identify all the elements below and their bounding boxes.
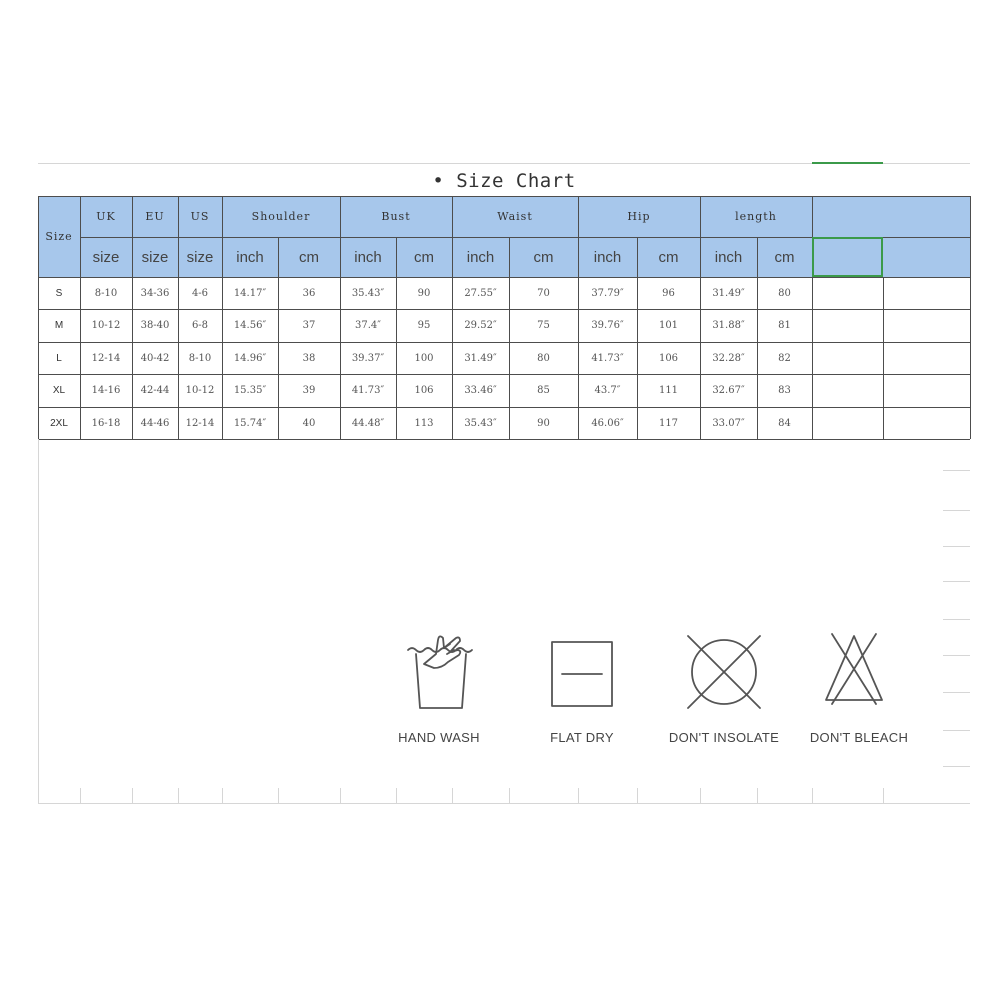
do-not-bleach-icon [822, 630, 886, 708]
selected-cell[interactable] [812, 237, 883, 277]
table-cell: 12-14 [91, 352, 121, 364]
row-size-label: XL [52, 385, 66, 396]
chart-title: • Size Chart [432, 170, 576, 192]
table-cell: 10-12 [91, 320, 121, 331]
table-cell: 39.76″ [591, 320, 624, 331]
table-cell: 40-42 [140, 352, 170, 364]
table-cell: 39.37″ [351, 352, 385, 364]
table-cell: 42-44 [140, 385, 170, 396]
table-cell: 14.17″ [233, 287, 267, 299]
table-cell: 106 [658, 352, 679, 364]
header-group-bust: Bust [381, 210, 411, 223]
table-cell: 34-36 [140, 287, 170, 299]
sheet-column-tick [132, 788, 133, 803]
table-cell: 38 [302, 352, 316, 364]
table-cell: 14.56″ [233, 320, 267, 331]
table-cell: 37.4″ [354, 320, 381, 331]
header-unit: size [141, 248, 169, 266]
table-right-border [970, 196, 971, 439]
header-unit: inch [714, 248, 743, 266]
sheet-column-tick [222, 788, 223, 803]
sheet-bottom-line [38, 803, 970, 804]
header-unit: inch [466, 248, 495, 266]
sheet-row-tick [943, 510, 970, 511]
sheet-column-tick [340, 788, 341, 803]
sheet-column-tick [278, 788, 279, 803]
header-unit: cm [414, 248, 434, 266]
table-cell: 41.73″ [351, 385, 385, 396]
table-cell: 82 [778, 352, 791, 364]
table-cell: 38-40 [140, 320, 170, 331]
sheet-column-tick [578, 788, 579, 803]
sheet-row-tick [943, 581, 970, 582]
header-group-waist: Waist [497, 210, 533, 223]
table-cell: 113 [414, 417, 434, 429]
table-cell: 80 [778, 287, 791, 299]
table-cell: 37.79″ [591, 287, 624, 299]
header-group-length: length [735, 210, 777, 223]
sheet-left-line [38, 439, 39, 803]
care-label-do-not-tumble-dry: DON'T INSOLATE [668, 730, 780, 745]
column-line [637, 237, 638, 439]
table-cell: 8-10 [94, 287, 118, 299]
table-cell: 85 [537, 385, 550, 396]
header-unit: cm [658, 248, 679, 266]
sheet-column-tick [80, 788, 81, 803]
table-cell: 6-8 [191, 320, 209, 331]
hand-wash-icon [402, 630, 478, 712]
column-line [80, 196, 81, 439]
care-label-do-not-bleach: DON'T BLEACH [809, 730, 909, 745]
table-cell: 31.49″ [464, 352, 497, 364]
header-unit: inch [354, 248, 382, 266]
column-line [278, 237, 279, 439]
row-size-label: 2XL [50, 417, 68, 429]
table-cell: 44.48″ [351, 417, 385, 429]
table-cell: 10-12 [185, 385, 215, 396]
table-cell: 31.88″ [712, 320, 745, 331]
table-cell: 96 [662, 287, 675, 299]
table-cell: 15.74″ [233, 417, 267, 429]
table-cell: 27.55″ [464, 287, 497, 299]
sheet-column-tick [812, 788, 813, 803]
care-label-flat-dry: FLAT DRY [550, 730, 614, 745]
row-size-label: S [55, 287, 63, 299]
header-group-shoulder: Shoulder [251, 210, 311, 223]
column-line [132, 196, 133, 439]
table-left-border [38, 196, 39, 439]
table-cell: 80 [537, 352, 550, 364]
header-size: Size [45, 230, 73, 243]
table-cell: 70 [537, 287, 550, 299]
table-cell: 37 [302, 320, 316, 331]
header-unit: size [186, 248, 214, 266]
care-label-hand-wash: HAND WASH [398, 730, 480, 745]
sheet-row-tick [943, 655, 970, 656]
row-size-label: M [54, 320, 64, 331]
table-cell: 35.43″ [464, 417, 497, 429]
sheet-row-tick [943, 730, 970, 731]
header-unit: size [92, 248, 120, 266]
table-cell: 90 [537, 417, 550, 429]
do-not-tumble-dry-icon [684, 632, 764, 712]
table-cell: 12-14 [185, 417, 215, 429]
column-line [812, 196, 813, 439]
sheet-row-tick [943, 546, 970, 547]
header-group-us: US [190, 210, 210, 223]
column-line [396, 237, 397, 439]
sheet-column-tick [396, 788, 397, 803]
table-cell: 4-6 [191, 287, 209, 299]
table-cell: 106 [414, 385, 434, 396]
sheet-row-tick [943, 619, 970, 620]
column-line [452, 196, 453, 439]
table-cell: 35.43″ [351, 287, 385, 299]
table-cell: 32.67″ [712, 385, 745, 396]
table-cell: 31.49″ [712, 287, 745, 299]
column-line [178, 196, 179, 439]
sheet-column-tick [452, 788, 453, 803]
sheet-column-tick [700, 788, 701, 803]
column-line [340, 196, 341, 439]
table-cell: 43.7″ [594, 385, 621, 396]
table-cell: 15.35″ [233, 385, 267, 396]
table-cell: 44-46 [140, 417, 170, 429]
table-cell: 75 [537, 320, 550, 331]
table-cell: 117 [658, 417, 679, 429]
table-cell: 111 [658, 385, 679, 396]
header-group-eu: EU [145, 210, 165, 223]
table-cell: 8-10 [188, 352, 212, 364]
column-line [883, 277, 884, 439]
sheet-column-tick [509, 788, 510, 803]
table-cell: 40 [302, 417, 316, 429]
table-cell: 46.06″ [591, 417, 624, 429]
header-unit: inch [593, 248, 622, 266]
table-cell: 14.96″ [233, 352, 267, 364]
table-cell: 41.73″ [591, 352, 624, 364]
table-cell: 84 [778, 417, 791, 429]
column-line [700, 196, 701, 439]
column-line [509, 237, 510, 439]
header-unit: cm [299, 248, 319, 266]
header-unit: inch [236, 248, 264, 266]
table-cell: 95 [417, 320, 431, 331]
table-cell: 33.46″ [464, 385, 497, 396]
table-cell: 29.52″ [464, 320, 497, 331]
table-cell: 100 [414, 352, 434, 364]
sheet-column-tick [883, 788, 884, 803]
column-line [578, 196, 579, 439]
header-unit: cm [774, 248, 795, 266]
column-line [222, 196, 223, 439]
top-selection-mark [812, 162, 883, 164]
table-cell: 39 [302, 385, 316, 396]
table-cell: 81 [778, 320, 791, 331]
table-cell: 33.07″ [712, 417, 745, 429]
sheet-column-tick [757, 788, 758, 803]
table-cell: 83 [778, 385, 791, 396]
header-group-uk: UK [96, 210, 116, 223]
flat-dry-icon [550, 640, 614, 710]
table-cell: 16-18 [91, 417, 121, 429]
header-unit: cm [533, 248, 554, 266]
table-cell: 14-16 [91, 385, 121, 396]
table-cell: 101 [658, 320, 679, 331]
sheet-row-tick [943, 692, 970, 693]
row-line [38, 439, 970, 440]
header-group-hip: Hip [627, 210, 651, 223]
table-cell: 36 [302, 287, 316, 299]
sheet-column-tick [637, 788, 638, 803]
table-cell: 90 [417, 287, 431, 299]
sheet-row-tick [943, 766, 970, 767]
column-line [757, 237, 758, 439]
row-size-label: L [56, 352, 62, 364]
table-cell: 32.28″ [712, 352, 745, 364]
sheet-column-tick [178, 788, 179, 803]
sheet-row-tick [943, 470, 970, 471]
